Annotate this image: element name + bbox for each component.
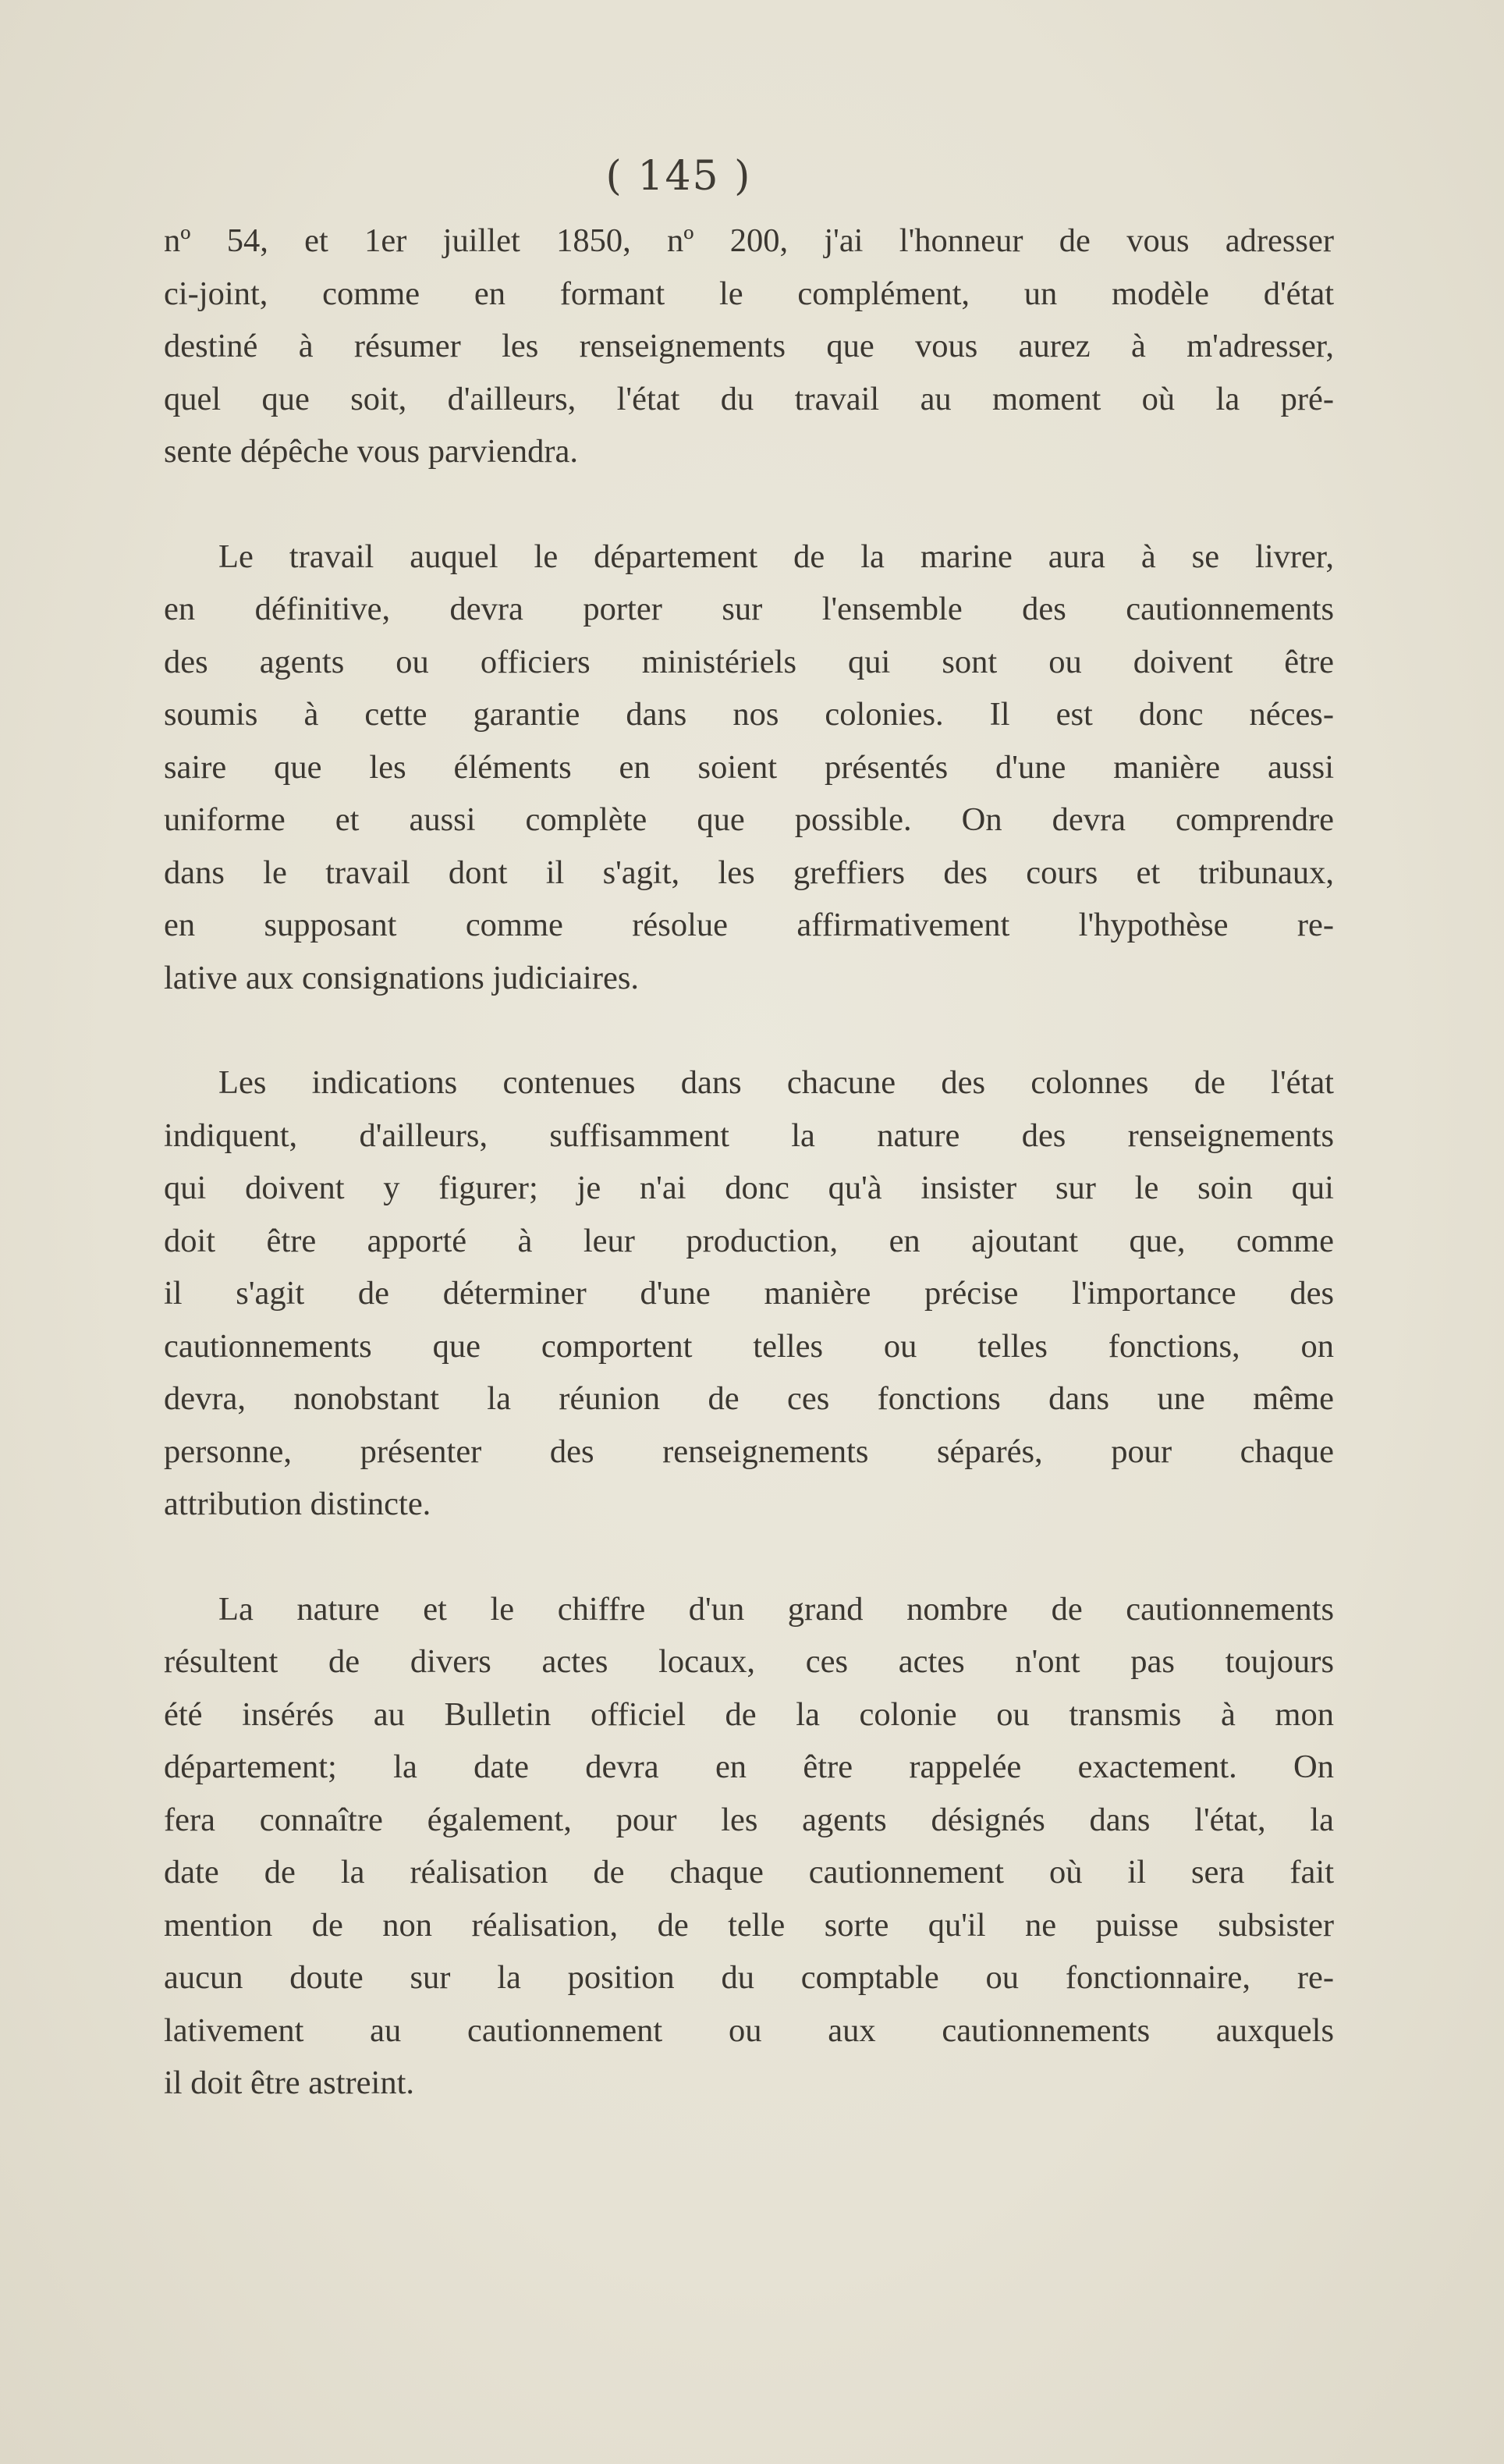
text-line: qui doivent y figurer; je n'ai donc qu'à insister sur le soin qui	[164, 1170, 1334, 1206]
text-line: nº 54, et 1er juillet 1850, nº 200, j'ai l'honneur de vous adresser	[164, 222, 1334, 259]
paragraph-4	[164, 1583, 1334, 2110]
paragraph-2	[164, 531, 1334, 1005]
text-line: date de la réalisation de chaque cautionnement où il sera fait	[164, 1854, 1334, 1891]
text-line: mention de non réalisation, de telle sorte qu'il ne puisse subsister	[164, 1906, 1334, 1944]
text-line: soumis à cette garantie dans nos colonies. Il est donc néces-	[164, 696, 1334, 733]
text-line: doit être apporté à leur production, en ajoutant que, comme	[164, 1222, 1334, 1259]
text-line: uniforme et aussi complète que possible. On devra comprendre	[164, 801, 1334, 838]
text-line: été insérés au Bulletin officiel de la colonie ou transmis à mon	[164, 1695, 1334, 1733]
text-line: fera connaître également, pour les agents désignés dans l'état, la	[164, 1801, 1334, 1838]
text-line: département; la date devra en être rappelée exactement. On	[164, 1749, 1334, 1785]
text-line: attribution distincte.	[164, 1486, 431, 1522]
body-text	[164, 215, 1334, 2110]
text-line: des agents ou officiers ministériels qui sont ou doivent être	[164, 643, 1334, 680]
text-line: devra, nonobstant la réunion de ces fonctions dans une même	[164, 1380, 1334, 1417]
text-line: quel que soit, d'ailleurs, l'état du travail au moment où la pré-	[164, 380, 1334, 417]
text-line: résultent de divers actes locaux, ces actes n'ont pas toujours	[164, 1643, 1334, 1680]
text-line: indiquent, d'ailleurs, suffisamment la nature des renseignements	[164, 1117, 1334, 1154]
text-line: Les indications contenues dans chacune des colonnes de l'état	[218, 1064, 1334, 1101]
paragraph-3	[164, 1056, 1334, 1531]
text-line: lative aux consignations judiciaires.	[164, 959, 640, 996]
text-line: La nature et le chiffre d'un grand nombre de cautionnements	[218, 1590, 1334, 1628]
text-line: aucun doute sur la position du comptable ou fonctionnaire, re-	[164, 1959, 1334, 1996]
text-line: dans le travail dont il s'agit, les greffiers des cours et tribunaux,	[164, 854, 1334, 891]
paragraph-1	[164, 215, 1334, 478]
text-line: en supposant comme résolue affirmativement l'hypothèse re-	[164, 907, 1334, 943]
text-line: Le travail auquel le département de la marine aura à se livrer,	[218, 538, 1334, 575]
text-line: saire que les éléments en soient présentés d'une manière aussi	[164, 748, 1334, 786]
text-line: sente dépêche vous parviendra.	[164, 433, 579, 470]
text-line: il doit être astreint.	[164, 2065, 415, 2101]
text-line: ci-joint, comme en formant le complément, un modèle d'état	[164, 275, 1334, 312]
text-line: en définitive, devra porter sur l'ensemble des cautionnements	[164, 591, 1334, 627]
page-number: ( 145 )	[605, 153, 752, 200]
text-line: il s'agit de déterminer d'une manière précise l'importance des	[164, 1275, 1334, 1312]
text-line: destiné à résumer les renseignements que vous aurez à m'adresser,	[164, 328, 1334, 364]
text-line: cautionnements que comportent telles ou telles fonctions, on	[164, 1327, 1334, 1365]
text-line: personne, présenter des renseignements séparés, pour chaque	[164, 1433, 1334, 1470]
text-line: lativement au cautionnement ou aux cautionnements auxquels	[164, 2011, 1334, 2049]
